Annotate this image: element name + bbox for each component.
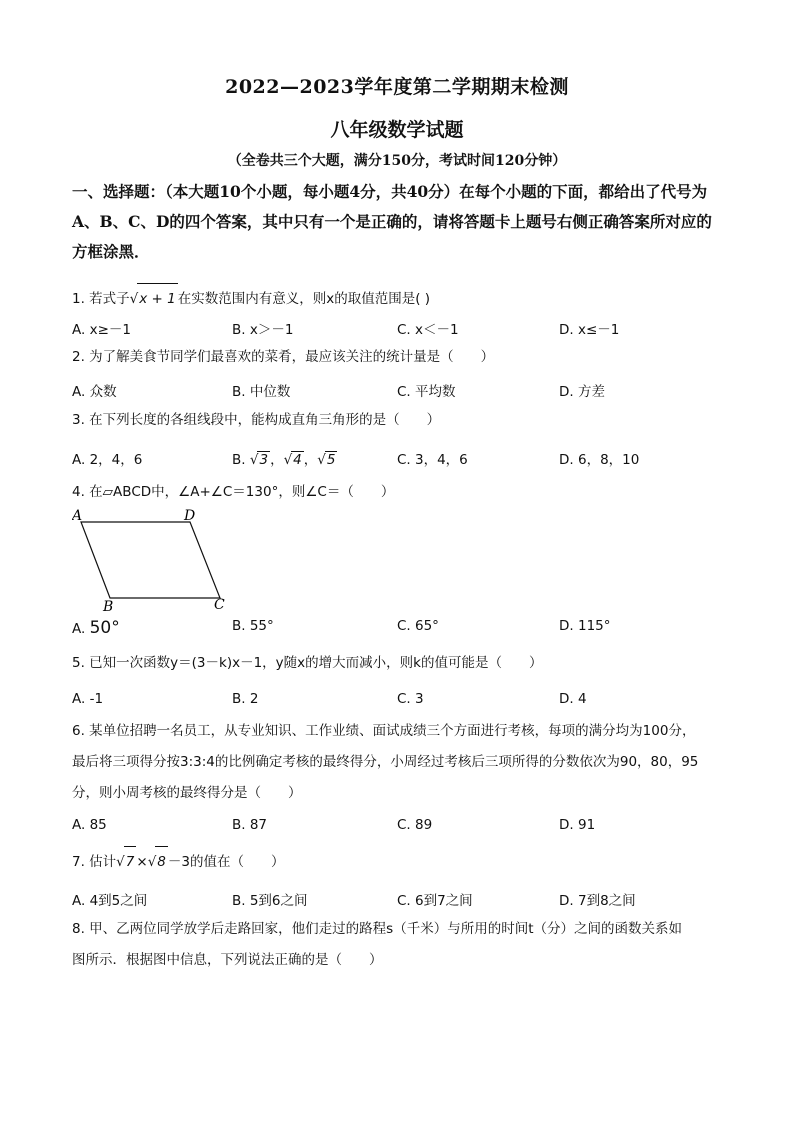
question-5-options bbox=[72, 691, 722, 715]
question-5-stem: 5. 已知一次函数y＝(3－k)x－1，y随x的增大而减小，则k的值可能是（ ） bbox=[72, 655, 543, 671]
q3-option-b-label: B. bbox=[232, 452, 246, 468]
q4-option-b: B. 55° bbox=[232, 618, 274, 634]
q6-option-c: C. 89 bbox=[397, 817, 433, 833]
question-4-stem: 4. 在▱ABCD中，∠A+∠C＝130°，则∠C＝（ ） bbox=[72, 484, 395, 500]
question-6-stem bbox=[72, 716, 722, 809]
sqrt-icon: √ bbox=[147, 854, 157, 870]
q3-radicand-3: 5 bbox=[326, 452, 336, 468]
q6-option-d: D. 91 bbox=[559, 817, 596, 833]
sqrt-icon: √ bbox=[283, 452, 293, 468]
q8-line-1: 8. 甲、乙两位同学放学后走路回家，他们走过的路程s（千米）与所用的时间t（分）之间的函数关系如 bbox=[72, 921, 682, 937]
q4-option-c: C. 65° bbox=[397, 618, 439, 634]
question-2-stem: 2. 为了解美食节同学们最喜欢的菜肴，最应该关注的统计量是（ ） bbox=[72, 349, 495, 365]
sqrt-icon: √ bbox=[317, 452, 326, 468]
q2-option-d: D. 方差 bbox=[559, 384, 605, 400]
exam-note: （全卷共三个大题，满分150分，考试时间120分钟） bbox=[227, 153, 567, 169]
q2-option-b: B. 中位数 bbox=[232, 384, 291, 400]
q1-option-a: A. x≥－1 bbox=[72, 322, 131, 338]
q7-radicand-1: 7 bbox=[124, 846, 137, 878]
q7-option-d: D. 7到8之间 bbox=[559, 893, 636, 909]
q4-option-a-value: 50° bbox=[89, 618, 120, 638]
q1-radicand: x + 1 bbox=[137, 283, 177, 315]
q2-option-a: A. 众数 bbox=[72, 384, 117, 400]
sqrt-icon: √ bbox=[116, 854, 125, 870]
q4-option-a-label: A. bbox=[72, 621, 86, 637]
q1-option-c: C. x＜－1 bbox=[397, 322, 459, 338]
question-8-stem bbox=[72, 914, 722, 976]
q8-line-2: 图所示．根据图中信息，下列说法正确的是（ ） bbox=[72, 952, 383, 968]
q4-option-a bbox=[72, 618, 120, 638]
exam-title: 2022—2023学年度第二学期期末检测 bbox=[225, 76, 569, 98]
q7-option-c: C. 6到7之间 bbox=[397, 893, 473, 909]
q3-option-c: C. 3，4，6 bbox=[397, 452, 468, 468]
question-6-options bbox=[72, 817, 722, 841]
q3-option-d: D. 6，8，10 bbox=[559, 452, 640, 468]
q1-option-d: D. x≤－1 bbox=[559, 322, 620, 338]
question-4-options bbox=[72, 618, 722, 642]
section-heading: 一、选择题：（本大题10个小题，每小题4分，共40分）在每个小题的下面，都给出了代号为A、B、C、D的四个答案，其中只有一个是正确的，请将答题卡上题号右侧正确答案所对应的方框涂黑． bbox=[72, 182, 712, 261]
question-7-stem bbox=[72, 846, 722, 878]
q3-option-b: B. √3 ，√4 ，√5 bbox=[232, 452, 336, 468]
q7-stem-pre: 7. 估计 bbox=[72, 854, 117, 870]
q6-line-3: 分，则小周考核的最终得分是（ ） bbox=[72, 785, 302, 801]
question-3-options bbox=[72, 448, 722, 472]
q3-option-a: A. 2，4，6 bbox=[72, 452, 143, 468]
q6-line-2: 最后将三项得分按3:3:4的比例确定考核的最终得分，小周经过考核后三项所得的分数依次为90，80，95 bbox=[72, 754, 699, 770]
parallelogram-shape bbox=[81, 522, 220, 598]
q7-option-a: A. 4到5之间 bbox=[72, 893, 148, 909]
vertex-label-c: C bbox=[214, 597, 225, 613]
sqrt-icon: √ bbox=[129, 291, 139, 307]
times-icon: × bbox=[136, 854, 148, 870]
q6-option-a: A. 85 bbox=[72, 817, 107, 833]
q4-option-d: D. 115° bbox=[559, 618, 611, 634]
q6-line-1: 6. 某单位招聘一名员工，从专业知识、工作业绩、面试成绩三个方面进行考核，每项的满分均为100分， bbox=[72, 723, 696, 739]
q5-option-c: C. 3 bbox=[397, 691, 424, 707]
q5-option-a: A. -1 bbox=[72, 691, 104, 707]
q3-radicand-2: 4 bbox=[293, 452, 302, 468]
q7-option-b: B. 5到6之间 bbox=[232, 893, 308, 909]
q7-radicand-2: 8 bbox=[155, 846, 168, 878]
vertex-label-a: A bbox=[72, 508, 83, 524]
q1-stem-pre: 1. 若式子 bbox=[72, 291, 130, 307]
vertex-label-d: D bbox=[184, 508, 196, 524]
q5-option-b: B. 2 bbox=[232, 691, 259, 707]
q6-option-b: B. 87 bbox=[232, 817, 268, 833]
question-3-stem: 3. 在下列长度的各组线段中，能构成直角三角形的是（ ） bbox=[72, 412, 441, 428]
vertex-label-b: B bbox=[103, 599, 114, 614]
q1-option-b: B. x＞－1 bbox=[232, 322, 294, 338]
q1-stem-post: 在实数范围内有意义，则x的取值范围是( ) bbox=[177, 291, 431, 307]
question-2-options bbox=[72, 380, 722, 404]
sqrt-icon: √ bbox=[249, 452, 259, 468]
q2-option-c: C. 平均数 bbox=[397, 384, 456, 400]
question-7-options bbox=[72, 889, 722, 913]
parallelogram-figure bbox=[72, 506, 242, 614]
q7-stem-post: －3的值在（ ） bbox=[167, 854, 285, 870]
question-1-options bbox=[72, 318, 722, 342]
question-1-stem bbox=[72, 283, 722, 315]
q5-option-d: D. 4 bbox=[559, 691, 587, 707]
q3-radicand-1: 3 bbox=[259, 452, 269, 468]
exam-subtitle: 八年级数学试题 bbox=[330, 119, 464, 141]
